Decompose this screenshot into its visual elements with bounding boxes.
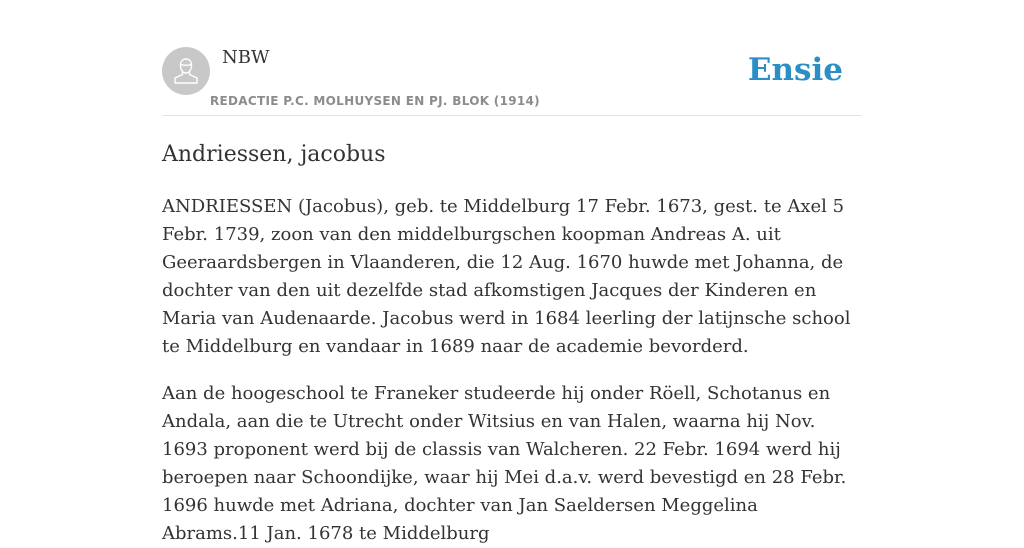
article-container: [162, 0, 862, 548]
user-icon: [172, 56, 200, 86]
article-paragraph: Aan de hoogeschool te Franeker studeerde hij onder Röell, Schotanus en Andala, aan die te Utrecht onder Witsius en van Halen, waarna hij Nov. 1693 proponent werd bij de classis van Walcheren. 22 Febr. 1694 werd hij beroepen naar Schoondijke, waar hij Mei d.a.v. werd bevestigd en 28 Febr. 1696 huwde met Adriana, dochter van Jan Saeldersen Meggelina Abrams.11 Jan. 1678 te Middelburg: [162, 383, 847, 544]
author-name[interactable]: NBW: [222, 47, 270, 68]
author-meta: REDACTIE P.C. MOLHUYSEN EN PJ. BLOK (1914): [210, 94, 540, 108]
article-paragraph: ANDRIESSEN (Jacobus), geb. te Middelburg 17 Febr. 1673, gest. te Axel 5 Febr. 1739, zoon van den middelburgschen koopman Andreas A. uit Geeraardsbergen in Vlaanderen, die 12 Aug. 1670 huwde met Johanna, de dochter van den uit dezelfde stad afkomstigen Jacques der Kinderen en Maria van Audenaarde. Jacobus werd in 1684 leerling der latijnsche school te Middelburg en vandaar in 1689 naar de academie bevorderd.: [162, 196, 851, 357]
brand-logo[interactable]: Ensie: [747, 52, 843, 88]
article-title: Andriessen, jacobus: [162, 142, 386, 167]
avatar[interactable]: [162, 47, 210, 95]
article-header: [162, 0, 862, 116]
